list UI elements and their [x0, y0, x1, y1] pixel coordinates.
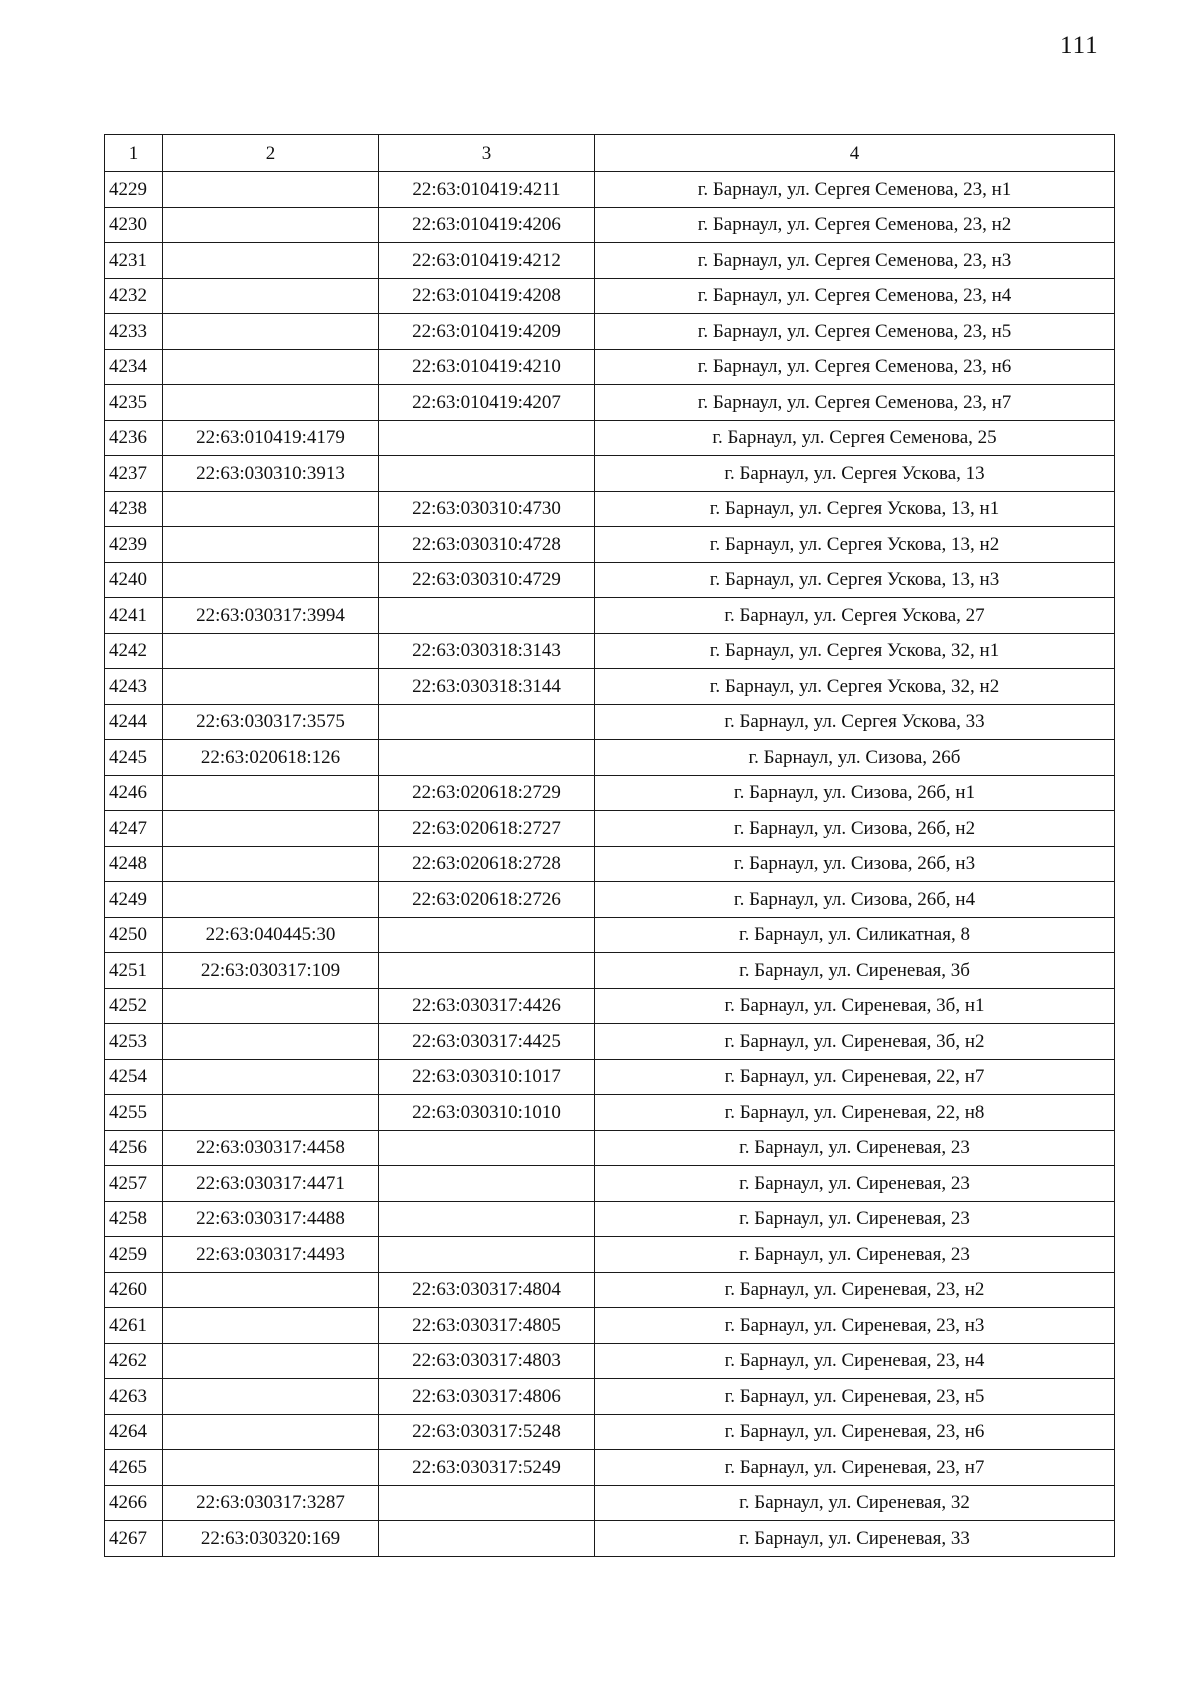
object-cadastral-cell: 22:63:030318:3143 — [379, 633, 595, 669]
row-number-cell: 4262 — [105, 1343, 163, 1379]
address-cell: г. Барнаул, ул. Сергея Семенова, 23, н6 — [595, 349, 1115, 385]
object-cadastral-cell — [379, 598, 595, 634]
object-cadastral-cell: 22:63:030317:4425 — [379, 1024, 595, 1060]
address-cell: г. Барнаул, ул. Сиреневая, 3б, н2 — [595, 1024, 1115, 1060]
object-cadastral-cell — [379, 1166, 595, 1202]
address-cell: г. Барнаул, ул. Сергея Ускова, 27 — [595, 598, 1115, 634]
parcel-cadastral-cell: 22:63:040445:30 — [163, 917, 379, 953]
column-header-2: 2 — [163, 135, 379, 172]
address-cell: г. Барнаул, ул. Сергея Ускова, 13, н1 — [595, 491, 1115, 527]
parcel-cadastral-cell — [163, 314, 379, 350]
address-cell: г. Барнаул, ул. Сизова, 26б — [595, 740, 1115, 776]
object-cadastral-cell — [379, 953, 595, 989]
object-cadastral-cell: 22:63:030317:5249 — [379, 1450, 595, 1486]
parcel-cadastral-cell — [163, 669, 379, 705]
table-row — [105, 420, 1115, 456]
object-cadastral-cell — [379, 1130, 595, 1166]
table-row — [105, 314, 1115, 350]
table-row — [105, 1485, 1115, 1521]
row-number-cell: 4251 — [105, 953, 163, 989]
row-number-cell: 4261 — [105, 1308, 163, 1344]
object-cadastral-cell: 22:63:010419:4207 — [379, 385, 595, 421]
address-cell: г. Барнаул, ул. Сергея Ускова, 32, н1 — [595, 633, 1115, 669]
row-number-cell: 4258 — [105, 1201, 163, 1237]
row-number-cell: 4263 — [105, 1379, 163, 1415]
row-number-cell: 4266 — [105, 1485, 163, 1521]
address-cell: г. Барнаул, ул. Сиреневая, 3б, н1 — [595, 988, 1115, 1024]
address-cell: г. Барнаул, ул. Сиреневая, 23 — [595, 1166, 1115, 1202]
table-row — [105, 349, 1115, 385]
registry-table-body — [105, 135, 1115, 1557]
address-cell: г. Барнаул, ул. Сергея Семенова, 23, н7 — [595, 385, 1115, 421]
address-cell: г. Барнаул, ул. Сиреневая, 33 — [595, 1521, 1115, 1557]
object-cadastral-cell — [379, 456, 595, 492]
address-cell: г. Барнаул, ул. Сиреневая, 23 — [595, 1201, 1115, 1237]
table-row — [105, 775, 1115, 811]
row-number-cell: 4229 — [105, 172, 163, 208]
column-header-3: 3 — [379, 135, 595, 172]
table-row — [105, 598, 1115, 634]
address-cell: г. Барнаул, ул. Сергея Семенова, 23, н3 — [595, 243, 1115, 279]
object-cadastral-cell: 22:63:020618:2727 — [379, 811, 595, 847]
address-cell: г. Барнаул, ул. Сиреневая, 22, н8 — [595, 1095, 1115, 1131]
table-row — [105, 1201, 1115, 1237]
parcel-cadastral-cell — [163, 1059, 379, 1095]
parcel-cadastral-cell — [163, 1414, 379, 1450]
table-row — [105, 1379, 1115, 1415]
parcel-cadastral-cell: 22:63:030317:3287 — [163, 1485, 379, 1521]
parcel-cadastral-cell — [163, 1308, 379, 1344]
parcel-cadastral-cell: 22:63:020618:126 — [163, 740, 379, 776]
row-number-cell: 4240 — [105, 562, 163, 598]
table-row — [105, 491, 1115, 527]
object-cadastral-cell: 22:63:010419:4211 — [379, 172, 595, 208]
parcel-cadastral-cell — [163, 207, 379, 243]
table-row — [105, 278, 1115, 314]
table-row — [105, 1166, 1115, 1202]
object-cadastral-cell: 22:63:020618:2726 — [379, 882, 595, 918]
table-row — [105, 669, 1115, 705]
row-number-cell: 4248 — [105, 846, 163, 882]
address-cell: г. Барнаул, ул. Сиреневая, 23, н4 — [595, 1343, 1115, 1379]
address-cell: г. Барнаул, ул. Сиреневая, 22, н7 — [595, 1059, 1115, 1095]
object-cadastral-cell: 22:63:030317:5248 — [379, 1414, 595, 1450]
address-cell: г. Барнаул, ул. Сизова, 26б, н2 — [595, 811, 1115, 847]
table-row — [105, 1521, 1115, 1557]
parcel-cadastral-cell — [163, 243, 379, 279]
object-cadastral-cell: 22:63:030318:3144 — [379, 669, 595, 705]
row-number-cell: 4239 — [105, 527, 163, 563]
parcel-cadastral-cell: 22:63:030310:3913 — [163, 456, 379, 492]
parcel-cadastral-cell — [163, 1450, 379, 1486]
table-row — [105, 1237, 1115, 1273]
parcel-cadastral-cell: 22:63:030317:4471 — [163, 1166, 379, 1202]
address-cell: г. Барнаул, ул. Сергея Семенова, 23, н4 — [595, 278, 1115, 314]
row-number-cell: 4242 — [105, 633, 163, 669]
table-row — [105, 207, 1115, 243]
row-number-cell: 4254 — [105, 1059, 163, 1095]
object-cadastral-cell: 22:63:030310:4728 — [379, 527, 595, 563]
object-cadastral-cell: 22:63:010419:4206 — [379, 207, 595, 243]
parcel-cadastral-cell — [163, 846, 379, 882]
row-number-cell: 4233 — [105, 314, 163, 350]
address-cell: г. Барнаул, ул. Сиреневая, 23, н3 — [595, 1308, 1115, 1344]
address-cell: г. Барнаул, ул. Сергея Ускова, 13 — [595, 456, 1115, 492]
address-cell: г. Барнаул, ул. Сиреневая, 23, н2 — [595, 1272, 1115, 1308]
object-cadastral-cell: 22:63:010419:4212 — [379, 243, 595, 279]
row-number-cell: 4231 — [105, 243, 163, 279]
address-cell: г. Барнаул, ул. Сергея Семенова, 23, н5 — [595, 314, 1115, 350]
parcel-cadastral-cell — [163, 278, 379, 314]
object-cadastral-cell: 22:63:030310:1017 — [379, 1059, 595, 1095]
object-cadastral-cell: 22:63:030317:4426 — [379, 988, 595, 1024]
table-row — [105, 740, 1115, 776]
parcel-cadastral-cell — [163, 527, 379, 563]
address-cell: г. Барнаул, ул. Сиреневая, 23, н5 — [595, 1379, 1115, 1415]
object-cadastral-cell: 22:63:020618:2729 — [379, 775, 595, 811]
address-cell: г. Барнаул, ул. Сергея Ускова, 13, н2 — [595, 527, 1115, 563]
parcel-cadastral-cell: 22:63:030317:4458 — [163, 1130, 379, 1166]
row-number-cell: 4255 — [105, 1095, 163, 1131]
address-cell: г. Барнаул, ул. Сизова, 26б, н4 — [595, 882, 1115, 918]
object-cadastral-cell: 22:63:030310:4730 — [379, 491, 595, 527]
table-row — [105, 882, 1115, 918]
column-header-1: 1 — [105, 135, 163, 172]
row-number-cell: 4267 — [105, 1521, 163, 1557]
object-cadastral-cell: 22:63:030317:4803 — [379, 1343, 595, 1379]
table-row — [105, 953, 1115, 989]
parcel-cadastral-cell: 22:63:030317:109 — [163, 953, 379, 989]
row-number-cell: 4238 — [105, 491, 163, 527]
parcel-cadastral-cell — [163, 811, 379, 847]
header-row — [105, 135, 1115, 172]
address-cell: г. Барнаул, ул. Сиреневая, 23, н7 — [595, 1450, 1115, 1486]
parcel-cadastral-cell — [163, 491, 379, 527]
parcel-cadastral-cell: 22:63:030317:3575 — [163, 704, 379, 740]
table-row — [105, 1059, 1115, 1095]
address-cell: г. Барнаул, ул. Силикатная, 8 — [595, 917, 1115, 953]
row-number-cell: 4265 — [105, 1450, 163, 1486]
address-cell: г. Барнаул, ул. Сергея Ускова, 13, н3 — [595, 562, 1115, 598]
table-row — [105, 1130, 1115, 1166]
row-number-cell: 4245 — [105, 740, 163, 776]
table-row — [105, 527, 1115, 563]
parcel-cadastral-cell — [163, 1379, 379, 1415]
address-cell: г. Барнаул, ул. Сергея Семенова, 23, н1 — [595, 172, 1115, 208]
row-number-cell: 4244 — [105, 704, 163, 740]
address-cell: г. Барнаул, ул. Сергея Семенова, 23, н2 — [595, 207, 1115, 243]
address-cell: г. Барнаул, ул. Сергея Ускова, 32, н2 — [595, 669, 1115, 705]
parcel-cadastral-cell — [163, 172, 379, 208]
object-cadastral-cell — [379, 420, 595, 456]
row-number-cell: 4241 — [105, 598, 163, 634]
row-number-cell: 4247 — [105, 811, 163, 847]
parcel-cadastral-cell — [163, 562, 379, 598]
object-cadastral-cell — [379, 1521, 595, 1557]
table-row — [105, 704, 1115, 740]
address-cell: г. Барнаул, ул. Сиреневая, 32 — [595, 1485, 1115, 1521]
table-row — [105, 846, 1115, 882]
registry-table — [104, 134, 1115, 1557]
row-number-cell: 4232 — [105, 278, 163, 314]
parcel-cadastral-cell: 22:63:010419:4179 — [163, 420, 379, 456]
table-row — [105, 988, 1115, 1024]
parcel-cadastral-cell: 22:63:030317:3994 — [163, 598, 379, 634]
object-cadastral-cell: 22:63:030310:1010 — [379, 1095, 595, 1131]
row-number-cell: 4256 — [105, 1130, 163, 1166]
parcel-cadastral-cell — [163, 1272, 379, 1308]
table-row — [105, 1343, 1115, 1379]
object-cadastral-cell — [379, 1237, 595, 1273]
table-row — [105, 1308, 1115, 1344]
parcel-cadastral-cell — [163, 775, 379, 811]
row-number-cell: 4246 — [105, 775, 163, 811]
address-cell: г. Барнаул, ул. Сиреневая, 23 — [595, 1130, 1115, 1166]
page-number: 111 — [1060, 32, 1099, 59]
address-cell: г. Барнаул, ул. Сиреневая, 23, н6 — [595, 1414, 1115, 1450]
address-cell: г. Барнаул, ул. Сизова, 26б, н3 — [595, 846, 1115, 882]
table-row — [105, 633, 1115, 669]
row-number-cell: 4236 — [105, 420, 163, 456]
object-cadastral-cell: 22:63:010419:4209 — [379, 314, 595, 350]
parcel-cadastral-cell — [163, 1024, 379, 1060]
address-cell: г. Барнаул, ул. Сергея Ускова, 33 — [595, 704, 1115, 740]
parcel-cadastral-cell — [163, 1095, 379, 1131]
parcel-cadastral-cell — [163, 988, 379, 1024]
table-row — [105, 243, 1115, 279]
object-cadastral-cell — [379, 1485, 595, 1521]
parcel-cadastral-cell — [163, 1343, 379, 1379]
object-cadastral-cell — [379, 704, 595, 740]
parcel-cadastral-cell — [163, 633, 379, 669]
table-row — [105, 172, 1115, 208]
parcel-cadastral-cell — [163, 349, 379, 385]
parcel-cadastral-cell: 22:63:030317:4493 — [163, 1237, 379, 1273]
table-row — [105, 1024, 1115, 1060]
object-cadastral-cell: 22:63:020618:2728 — [379, 846, 595, 882]
row-number-cell: 4252 — [105, 988, 163, 1024]
parcel-cadastral-cell: 22:63:030320:169 — [163, 1521, 379, 1557]
object-cadastral-cell: 22:63:010419:4208 — [379, 278, 595, 314]
table-row — [105, 562, 1115, 598]
row-number-cell: 4243 — [105, 669, 163, 705]
object-cadastral-cell — [379, 1201, 595, 1237]
row-number-cell: 4257 — [105, 1166, 163, 1202]
table-row — [105, 811, 1115, 847]
address-cell: г. Барнаул, ул. Сизова, 26б, н1 — [595, 775, 1115, 811]
table-row — [105, 1272, 1115, 1308]
parcel-cadastral-cell — [163, 882, 379, 918]
row-number-cell: 4235 — [105, 385, 163, 421]
table-row — [105, 1450, 1115, 1486]
row-number-cell: 4230 — [105, 207, 163, 243]
address-cell: г. Барнаул, ул. Сиреневая, 3б — [595, 953, 1115, 989]
row-number-cell: 4249 — [105, 882, 163, 918]
object-cadastral-cell: 22:63:010419:4210 — [379, 349, 595, 385]
table-row — [105, 385, 1115, 421]
row-number-cell: 4259 — [105, 1237, 163, 1273]
object-cadastral-cell: 22:63:030317:4805 — [379, 1308, 595, 1344]
table-row — [105, 1095, 1115, 1131]
row-number-cell: 4264 — [105, 1414, 163, 1450]
row-number-cell: 4237 — [105, 456, 163, 492]
table-row — [105, 917, 1115, 953]
row-number-cell: 4250 — [105, 917, 163, 953]
row-number-cell: 4260 — [105, 1272, 163, 1308]
row-number-cell: 4234 — [105, 349, 163, 385]
table-row — [105, 1414, 1115, 1450]
object-cadastral-cell: 22:63:030317:4806 — [379, 1379, 595, 1415]
object-cadastral-cell — [379, 740, 595, 776]
address-cell: г. Барнаул, ул. Сиреневая, 23 — [595, 1237, 1115, 1273]
parcel-cadastral-cell: 22:63:030317:4488 — [163, 1201, 379, 1237]
object-cadastral-cell: 22:63:030310:4729 — [379, 562, 595, 598]
address-cell: г. Барнаул, ул. Сергея Семенова, 25 — [595, 420, 1115, 456]
table-row — [105, 456, 1115, 492]
parcel-cadastral-cell — [163, 385, 379, 421]
row-number-cell: 4253 — [105, 1024, 163, 1060]
column-header-4: 4 — [595, 135, 1115, 172]
object-cadastral-cell — [379, 917, 595, 953]
object-cadastral-cell: 22:63:030317:4804 — [379, 1272, 595, 1308]
